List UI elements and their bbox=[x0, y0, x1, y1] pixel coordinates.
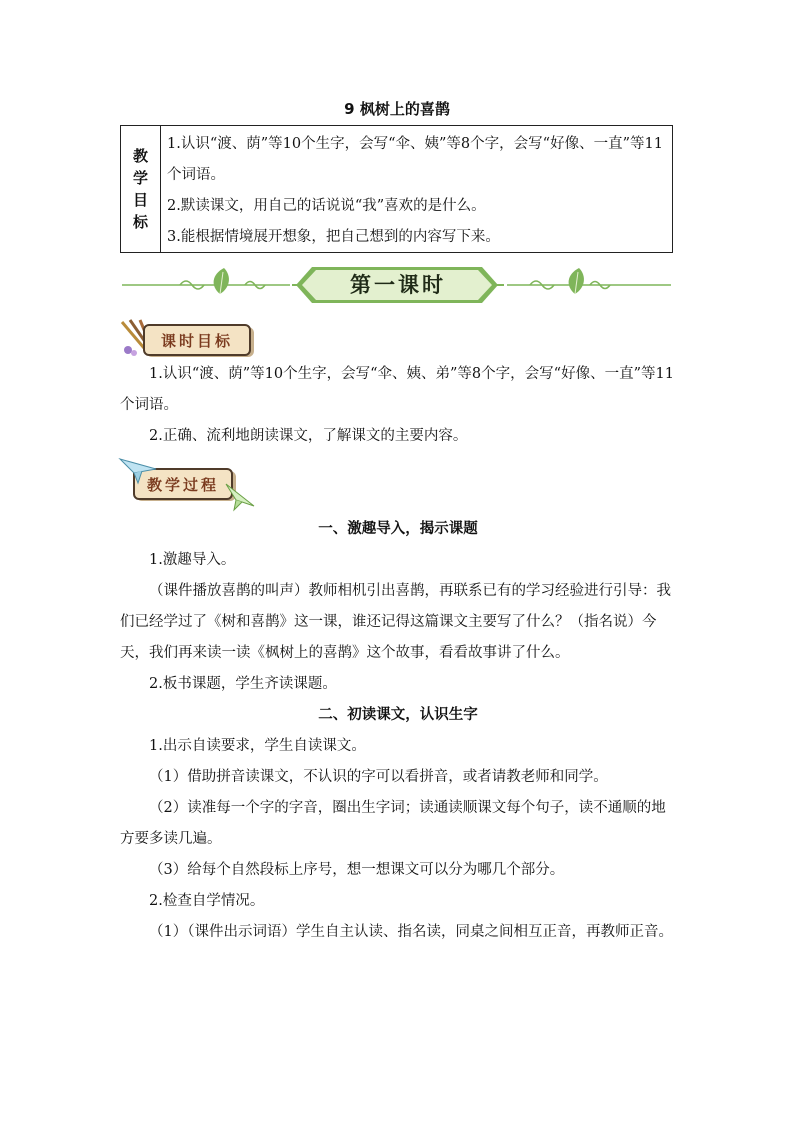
paragraph: （3）给每个自然段标上序号，想一想课文可以分为哪几个部分。 bbox=[149, 862, 565, 878]
paragraph: （2）读准每一个字的字音，圈出生字词；读通读顺课文每个句子，读不通顺的地方要多读几遍。 bbox=[120, 800, 666, 847]
objectives-list bbox=[120, 359, 676, 452]
objective-item: 1.认识“渡、荫”等10个生字，会写“伞、姨、弟”等8个字，会写“好像、一直”等11个词语。 bbox=[120, 366, 674, 413]
paragraph: 2.检查自学情况。 bbox=[149, 893, 265, 909]
goal-item: 3.能根据情境展开想象，把自己想到的内容写下来。 bbox=[167, 229, 500, 245]
goals-label-char: 目 bbox=[132, 191, 148, 209]
objective-item: 2.正确、流利地朗读课文，了解课文的主要内容。 bbox=[149, 428, 468, 444]
paragraph: 1.激趣导入。 bbox=[149, 552, 236, 568]
goal-item: 1.认识“渡、荫”等10个生字，会写“伞、姨”等8个字，会写“好像、一直”等11个词语。 bbox=[167, 136, 663, 183]
goals-label-char: 学 bbox=[132, 169, 148, 187]
goals-label-char: 标 bbox=[132, 213, 148, 231]
lesson-banner-title: 第一课时 bbox=[350, 273, 446, 297]
leaf-icon bbox=[214, 268, 229, 294]
teaching-goals-table bbox=[120, 125, 673, 253]
teaching-process bbox=[120, 514, 676, 948]
paper-plane-icon bbox=[118, 455, 158, 485]
process-tag: 教学过程 bbox=[133, 468, 233, 500]
section-heading: 二、初读课文，认识生字 bbox=[318, 707, 478, 723]
objective-tag: 课时目标 bbox=[143, 324, 251, 356]
goals-list bbox=[161, 126, 672, 252]
paragraph: 1.出示自读要求，学生自读课文。 bbox=[149, 738, 366, 754]
paragraph: （1）（课件出示词语）学生自主认读、指名读，同桌之间相互正音，再教师正音。 bbox=[149, 924, 673, 940]
goals-label-char: 教 bbox=[132, 147, 148, 165]
paragraph: 2.板书课题，学生齐读课题。 bbox=[149, 676, 337, 692]
paper-plane-icon bbox=[224, 478, 256, 512]
paragraph: （课件播放喜鹊的叫声）教师相机引出喜鹊，再联系已有的学习经验进行引导：我们已经学过了《树和喜鹊》这一课，谁还记得这篇课文主要写了什么？（指名说）今天，我们再来读一读《枫树上的喜鹊》这个故事，看看故事讲了什么。 bbox=[120, 583, 671, 661]
leaf-icon bbox=[569, 268, 584, 294]
goal-item: 2.默读课文，用自己的话说说“我”喜欢的是什么。 bbox=[167, 198, 486, 214]
section-heading: 一、激趣导入，揭示课题 bbox=[318, 521, 478, 537]
paragraph: （1）借助拼音读课文，不认识的字可以看拼音，或者请教老师和同学。 bbox=[149, 769, 608, 785]
goals-label bbox=[121, 126, 161, 252]
lesson-title: 9 枫树上的喜鹊 bbox=[344, 100, 450, 118]
